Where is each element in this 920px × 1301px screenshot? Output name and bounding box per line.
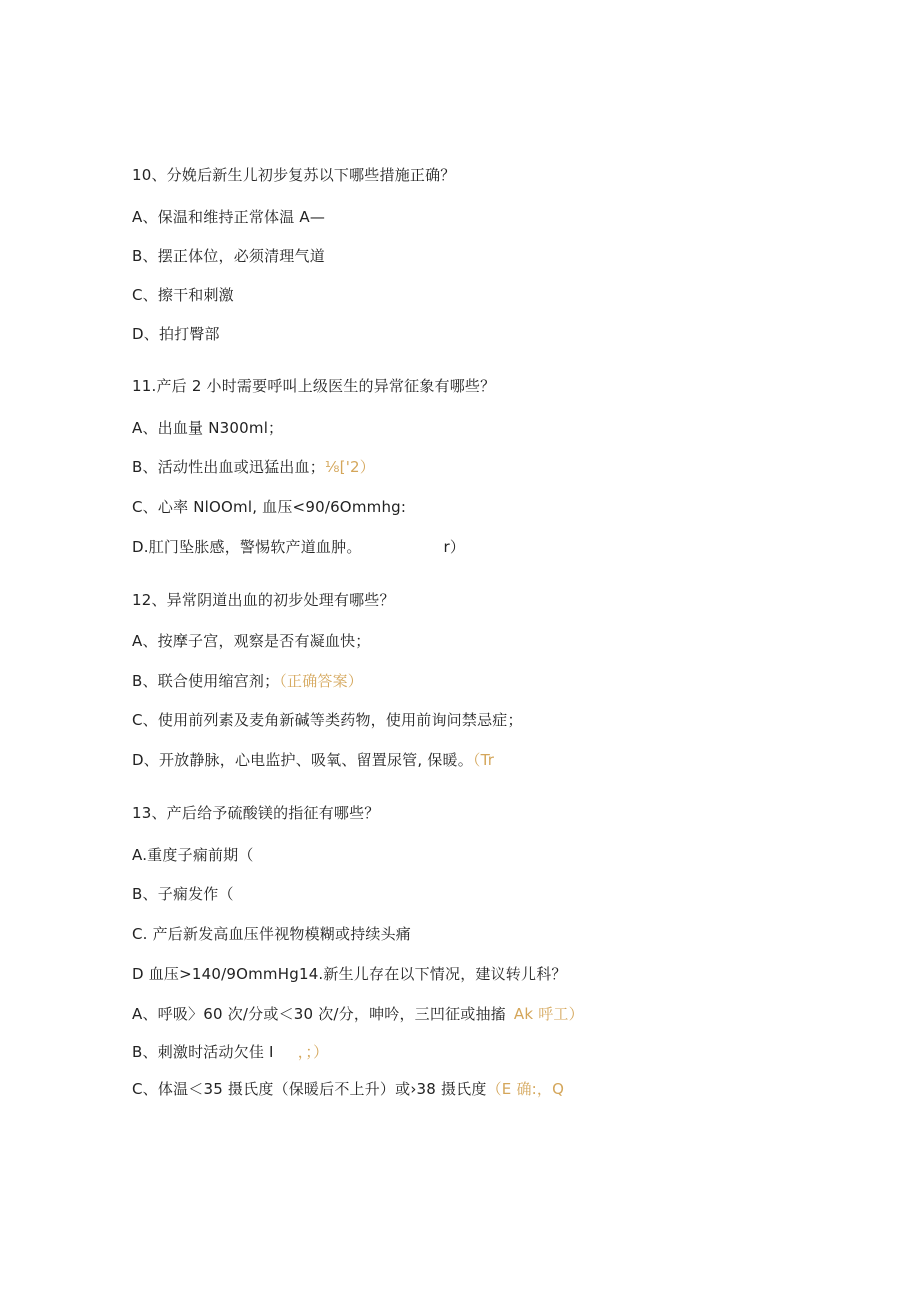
- answer-mark: （正确答案）: [279, 672, 363, 690]
- question-12-option-a: A、按摩子宫，观察是否有凝血快；: [132, 632, 371, 650]
- question-12-title: 12、异常阴道出血的初步处理有哪些？: [132, 591, 395, 609]
- question-10-title: 10、分娩后新生儿初步复苏以下哪些措施正确？: [132, 166, 456, 184]
- question-14-option-b-text: B、刺激时活动欠佳 I: [132, 1043, 274, 1061]
- question-14-option-a-text: A、呼吸〉60 次/分或＜30 次/分，呻吟，三凹征或抽搐: [132, 1005, 506, 1023]
- question-14-option-c-text: C、体温＜35 摄氏度（保暖后不上升）或›38 摄氏度: [132, 1080, 487, 1098]
- answer-mark: ⅛['2）: [324, 458, 375, 476]
- question-11-option-d: [132, 537, 465, 557]
- question-10-option-a: A、保温和维持正常体温 A—: [132, 208, 326, 226]
- question-12-option-c: C、使用前列素及麦角新碱等类药物，使用前询问禁忌症；: [132, 711, 523, 729]
- question-13-option-c: C. 产后新发高血压伴视物模糊或持续头痛: [132, 925, 412, 943]
- answer-mark: （E 确:，Q: [486, 1080, 565, 1098]
- question-13-option-b: B、子痫发作（: [132, 885, 234, 903]
- question-11-option-d-text: D.肛门坠胀感，警惕软产道血肿。: [132, 538, 362, 556]
- question-12-option-b: [132, 671, 363, 691]
- question-11-option-b-text: B、活动性出血或迅猛出血；: [132, 458, 325, 476]
- question-11-option-a: A、出血量 N300ml；: [132, 419, 284, 437]
- question-14-option-a: [132, 1004, 584, 1024]
- answer-mark: ，；）: [297, 1043, 329, 1061]
- question-11-title: 11.产后 2 小时需要呼叫上级医生的异常征象有哪些？: [132, 377, 496, 395]
- question-10-option-c: C、擦干和刺激: [132, 286, 234, 304]
- question-14-option-b: [132, 1042, 328, 1062]
- question-10-option-b: B、摆正体位，必须清理气道: [132, 247, 325, 265]
- question-13-title: 13、产后给予硫酸镁的指征有哪些？: [132, 804, 380, 822]
- question-11-option-b: [132, 457, 375, 477]
- question-11-option-c: C、心率 NlOOml, 血压<90/6Ommhg:: [132, 498, 407, 516]
- question-12-option-d-text: D、开放静脉，心电监护、吸氧、留置尿管, 保暖。: [132, 751, 473, 769]
- answer-mark: r）: [443, 538, 466, 556]
- question-12-option-d: [132, 750, 494, 770]
- question-12-option-b-text: B、联合使用缩宫剂；: [132, 672, 280, 690]
- answer-mark: Ak 呼工）: [513, 1005, 584, 1023]
- question-13-option-a: A.重度子痫前期（: [132, 846, 254, 864]
- question-10-option-d: D、拍打臀部: [132, 325, 220, 343]
- question-14-option-c: [132, 1079, 564, 1099]
- answer-mark: （Tr: [472, 751, 495, 769]
- question-13-option-d-and-question-14-title: D 血压>140/9OmmHg14.新生儿存在以下情况，建议转儿科？: [132, 965, 567, 983]
